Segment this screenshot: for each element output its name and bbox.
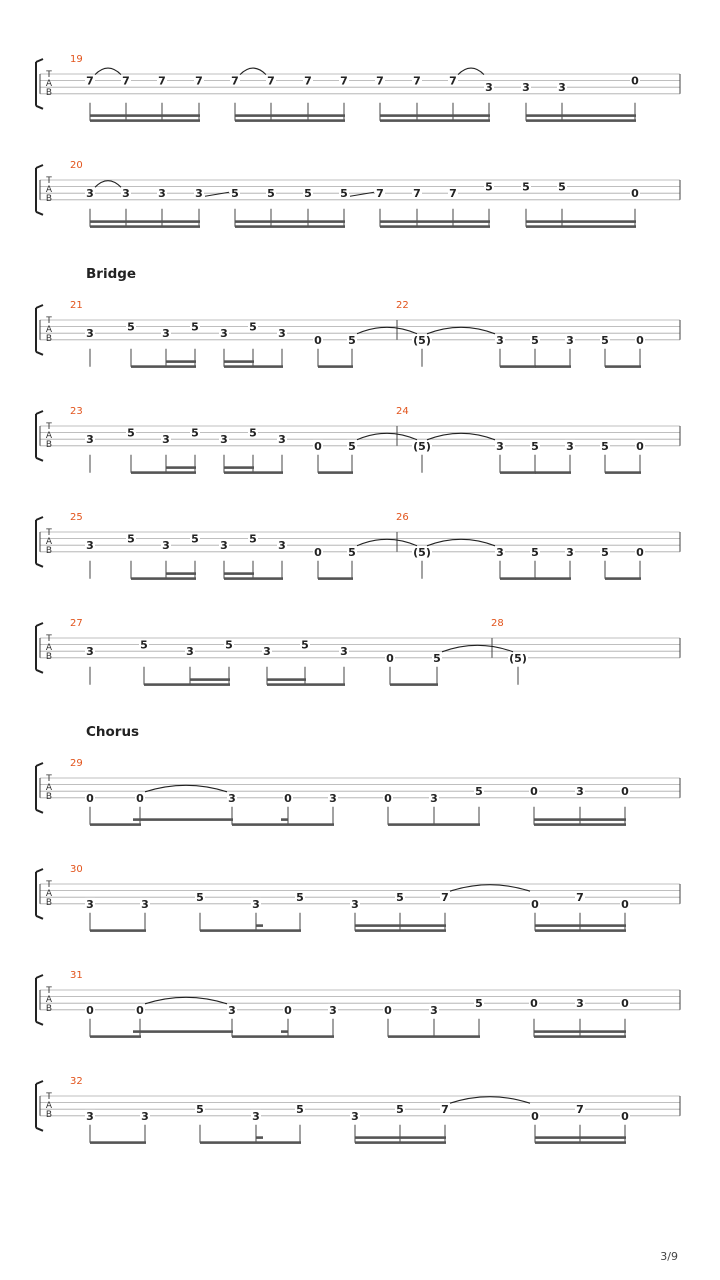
fret-number: 5 [127, 532, 135, 546]
fret-number: 7 [413, 187, 421, 201]
beam-secondary [140, 818, 233, 821]
tab-clef-letter: B [45, 546, 53, 556]
beam-hook [281, 818, 288, 821]
fret-number: 3 [278, 327, 286, 341]
section-title-chorus: Chorus [86, 724, 140, 740]
fret-number: 5 [191, 426, 199, 440]
fret-number: 5 [348, 439, 356, 453]
fret-number: 3 [430, 1003, 438, 1017]
measure-number: 30 [70, 864, 83, 875]
beam [526, 220, 636, 223]
section-title-bridge: Bridge [86, 266, 137, 282]
fret-number: 7 [449, 74, 457, 88]
fret-number: 3 [162, 433, 170, 447]
fret-number: 0 [631, 74, 639, 88]
tab-clef-letter: A [45, 325, 53, 335]
fret-number: 3 [566, 333, 574, 347]
fret-number: 3 [141, 897, 149, 911]
fret-number: 0 [314, 545, 322, 559]
fret-number: 0 [636, 333, 644, 347]
beam-hook [256, 1136, 263, 1139]
fret-number: 5 [249, 532, 257, 546]
beam-secondary [267, 678, 306, 681]
beam [535, 471, 571, 474]
beam [90, 1141, 146, 1144]
fret-number: 3 [158, 187, 166, 201]
fret-number: 3 [86, 897, 94, 911]
beam [355, 1136, 446, 1139]
fret-number: 5 [531, 439, 539, 453]
beam-secondary [224, 360, 254, 363]
fret-number: 3 [86, 539, 94, 553]
fret-number: 5 [340, 187, 348, 201]
tab-clef-letter: A [45, 79, 53, 89]
fret-number: (5) [413, 333, 431, 347]
beam [224, 365, 283, 368]
fret-number: 7 [441, 891, 449, 905]
beam [388, 1035, 480, 1038]
tab-clef-letter: A [45, 783, 53, 793]
beam [380, 114, 490, 117]
fret-number: 3 [329, 1003, 337, 1017]
beam [90, 823, 141, 826]
tab-clef-letter: A [45, 889, 53, 899]
fret-number: 3 [86, 187, 94, 201]
measure-number: 21 [70, 300, 83, 311]
fret-number: 5 [348, 545, 356, 559]
beam [224, 471, 283, 474]
beam [235, 114, 345, 117]
beam [355, 1141, 446, 1144]
fret-number: 0 [636, 439, 644, 453]
fret-number: 5 [196, 1103, 204, 1117]
tab-system-25 [36, 512, 680, 580]
fret-number: 5 [475, 997, 483, 1011]
fret-number: 3 [340, 645, 348, 659]
fret-number: 5 [475, 785, 483, 799]
fret-number: 7 [576, 891, 584, 905]
tab-clef-letter: T [46, 422, 52, 432]
fret-number: 3 [195, 187, 203, 201]
beam-secondary [190, 678, 230, 681]
fret-number: 0 [86, 1003, 94, 1017]
fret-number: 3 [263, 645, 271, 659]
fret-number: 3 [278, 433, 286, 447]
beam [500, 365, 536, 368]
tab-system-21 [36, 300, 680, 368]
beam [526, 114, 636, 117]
beam [90, 119, 200, 122]
tab-clef-letter: B [45, 194, 53, 204]
beam [90, 114, 200, 117]
tab-clef-letter: B [45, 1004, 53, 1014]
fret-number: 7 [576, 1103, 584, 1117]
beam [90, 220, 200, 223]
fret-number: 3 [351, 1109, 359, 1123]
beam [534, 823, 626, 826]
tab-clef-letter: T [46, 528, 52, 538]
fret-number: 5 [191, 532, 199, 546]
measure-number: 31 [70, 970, 83, 981]
beam [235, 220, 345, 223]
beam [235, 119, 345, 122]
fret-number: 3 [576, 785, 584, 799]
fret-number: 0 [636, 545, 644, 559]
fret-number: 5 [601, 333, 609, 347]
fret-number: 5 [249, 320, 257, 334]
beam [131, 365, 196, 368]
beam [535, 929, 626, 932]
tab-system-32 [36, 1076, 680, 1144]
beam-hook [281, 1030, 288, 1033]
page-number: 3/9 [660, 1250, 678, 1263]
tab-clef-letter: T [46, 176, 52, 186]
fret-number: 0 [531, 1109, 539, 1123]
fret-number: 0 [384, 1003, 392, 1017]
fret-number: 5 [531, 545, 539, 559]
beam-hook [133, 1030, 140, 1033]
fret-number: 3 [496, 333, 504, 347]
fret-number: 5 [301, 638, 309, 652]
beam-secondary [224, 466, 254, 469]
fret-number: 7 [340, 74, 348, 88]
fret-number: 3 [496, 545, 504, 559]
beam [388, 823, 480, 826]
beam [534, 1030, 626, 1033]
fret-number: 3 [566, 545, 574, 559]
beam [526, 119, 636, 122]
tab-clef-letter: B [45, 88, 53, 98]
fret-number: 5 [433, 651, 441, 665]
fret-number: 0 [621, 897, 629, 911]
beam [318, 577, 353, 580]
tab-system-19 [36, 54, 680, 122]
fret-number: 3 [278, 539, 286, 553]
fret-number: 7 [195, 74, 203, 88]
tab-system-20 [36, 160, 680, 228]
fret-number: 3 [162, 327, 170, 341]
beam [534, 1035, 626, 1038]
fret-number: 0 [386, 651, 394, 665]
beam [380, 220, 490, 223]
tab-clef-letter: T [46, 70, 52, 80]
beam [535, 924, 626, 927]
beam-secondary [140, 1030, 233, 1033]
fret-number: 0 [136, 1003, 144, 1017]
measure-number: 26 [396, 512, 409, 523]
measure-number: 19 [70, 54, 83, 65]
fret-number: 7 [231, 74, 239, 88]
beam [605, 365, 641, 368]
tab-clef-letter: T [46, 880, 52, 890]
beam [235, 225, 345, 228]
fret-number: 7 [441, 1103, 449, 1117]
fret-number: 3 [430, 791, 438, 805]
fret-number: 5 [196, 891, 204, 905]
fret-number: 5 [396, 1103, 404, 1117]
fret-number: 7 [449, 187, 457, 201]
beam [355, 929, 446, 932]
fret-number: 3 [558, 81, 566, 95]
fret-number: 3 [566, 439, 574, 453]
tab-clef-letter: T [46, 1092, 52, 1102]
fret-number: 3 [228, 1003, 236, 1017]
fret-number: 5 [601, 545, 609, 559]
tab-clef-letter: B [45, 898, 53, 908]
beam [605, 471, 641, 474]
beam [535, 365, 571, 368]
beam [224, 577, 283, 580]
beam [535, 1136, 626, 1139]
fret-number: 0 [314, 439, 322, 453]
beam [200, 929, 301, 932]
fret-number: 7 [267, 74, 275, 88]
measure-number: 32 [70, 1076, 83, 1087]
fret-number: 3 [220, 327, 228, 341]
fret-number: 5 [348, 333, 356, 347]
fret-number: 3 [162, 539, 170, 553]
beam [90, 225, 200, 228]
fret-number: 7 [413, 74, 421, 88]
tab-clef-letter: T [46, 316, 52, 326]
measure-number: 24 [396, 406, 409, 417]
beam [390, 683, 438, 686]
fret-number: 3 [220, 539, 228, 553]
fret-number: 5 [396, 891, 404, 905]
fret-number: 5 [485, 180, 493, 194]
beam-secondary [166, 572, 196, 575]
beam [355, 924, 446, 927]
fret-number: 7 [376, 187, 384, 201]
fret-number: 3 [576, 997, 584, 1011]
fret-number: 0 [531, 897, 539, 911]
fret-number: 5 [296, 1103, 304, 1117]
fret-number: 5 [249, 426, 257, 440]
measure-number: 22 [396, 300, 409, 311]
beam [380, 119, 490, 122]
fret-number: 3 [141, 1109, 149, 1123]
fret-number: 7 [86, 74, 94, 88]
beam [267, 683, 345, 686]
fret-number: 5 [127, 320, 135, 334]
beam [605, 577, 641, 580]
beam [144, 683, 230, 686]
tab-clef-letter: A [45, 537, 53, 547]
tab-system-30 [36, 864, 680, 932]
fret-number: 0 [284, 1003, 292, 1017]
fret-number: 5 [304, 187, 312, 201]
fret-number: 0 [621, 997, 629, 1011]
tab-clef-letter: B [45, 440, 53, 450]
beam [535, 577, 571, 580]
tab-clef-letter: B [45, 792, 53, 802]
tab-system-23 [36, 406, 680, 474]
fret-number: 5 [558, 180, 566, 194]
fret-number: 0 [621, 785, 629, 799]
tab-system-31 [36, 970, 680, 1038]
tab-clef-letter: B [45, 1110, 53, 1120]
beam-secondary [166, 360, 196, 363]
beam-secondary [224, 572, 254, 575]
measure-number: 29 [70, 758, 83, 769]
fret-number: 3 [122, 187, 130, 201]
fret-number: 5 [127, 426, 135, 440]
fret-number: 0 [631, 187, 639, 201]
fret-number: 7 [122, 74, 130, 88]
fret-number: 5 [522, 180, 530, 194]
fret-number: 7 [304, 74, 312, 88]
measure-number: 23 [70, 406, 83, 417]
fret-number: 3 [252, 1109, 260, 1123]
fret-number: 5 [231, 187, 239, 201]
fret-number: 3 [86, 433, 94, 447]
tab-clef-letter: A [45, 431, 53, 441]
fret-number: 0 [530, 997, 538, 1011]
tab-system-27 [36, 618, 680, 686]
fret-number: 0 [384, 791, 392, 805]
fret-number: 0 [284, 791, 292, 805]
measure-number: 20 [70, 160, 83, 171]
beam [500, 471, 536, 474]
beam [500, 577, 536, 580]
fret-number: 3 [86, 327, 94, 341]
fret-number: 5 [225, 638, 233, 652]
beam [318, 471, 353, 474]
fret-number: 5 [267, 187, 275, 201]
tab-clef-letter: A [45, 185, 53, 195]
fret-number: 3 [496, 439, 504, 453]
tab-clef-letter: B [45, 334, 53, 344]
beam [232, 1035, 334, 1038]
beam [380, 225, 490, 228]
fret-number: 5 [191, 320, 199, 334]
tab-clef-letter: T [46, 986, 52, 996]
fret-number: 3 [228, 791, 236, 805]
measure-number: 25 [70, 512, 83, 523]
fret-number: 3 [329, 791, 337, 805]
beam [534, 818, 626, 821]
fret-number: 3 [186, 645, 194, 659]
fret-number: 3 [86, 645, 94, 659]
fret-number: 0 [86, 791, 94, 805]
beam [232, 823, 334, 826]
fret-number: 0 [621, 1109, 629, 1123]
beam [200, 1141, 301, 1144]
fret-number: 0 [136, 791, 144, 805]
beam [526, 225, 636, 228]
beam [535, 1141, 626, 1144]
tab-clef-letter: A [45, 643, 53, 653]
beam-hook [133, 818, 140, 821]
beam [90, 929, 146, 932]
beam-hook [256, 924, 263, 927]
fret-number: 7 [158, 74, 166, 88]
fret-number: 0 [530, 785, 538, 799]
fret-number: 5 [601, 439, 609, 453]
tab-clef-letter: A [45, 995, 53, 1005]
tab-clef-letter: T [46, 634, 52, 644]
fret-number: 3 [220, 433, 228, 447]
beam [318, 365, 353, 368]
fret-number: 3 [351, 897, 359, 911]
fret-number: (5) [509, 651, 527, 665]
fret-number: 5 [140, 638, 148, 652]
fret-number: 3 [252, 897, 260, 911]
tab-clef-letter: T [46, 774, 52, 784]
fret-number: 3 [86, 1109, 94, 1123]
measure-number: 28 [491, 618, 504, 629]
tab-clef-letter: A [45, 1101, 53, 1111]
beam-secondary [166, 466, 196, 469]
fret-number: 0 [314, 333, 322, 347]
fret-number: (5) [413, 545, 431, 559]
beam [131, 471, 196, 474]
fret-number: 5 [531, 333, 539, 347]
fret-number: 7 [376, 74, 384, 88]
beam [90, 1035, 141, 1038]
measure-number: 27 [70, 618, 83, 629]
fret-number: (5) [413, 439, 431, 453]
beam [131, 577, 196, 580]
tab-system-29 [36, 758, 680, 826]
fret-number: 3 [522, 81, 530, 95]
fret-number: 3 [485, 81, 493, 95]
fret-number: 5 [296, 891, 304, 905]
tab-clef-letter: B [45, 652, 53, 662]
